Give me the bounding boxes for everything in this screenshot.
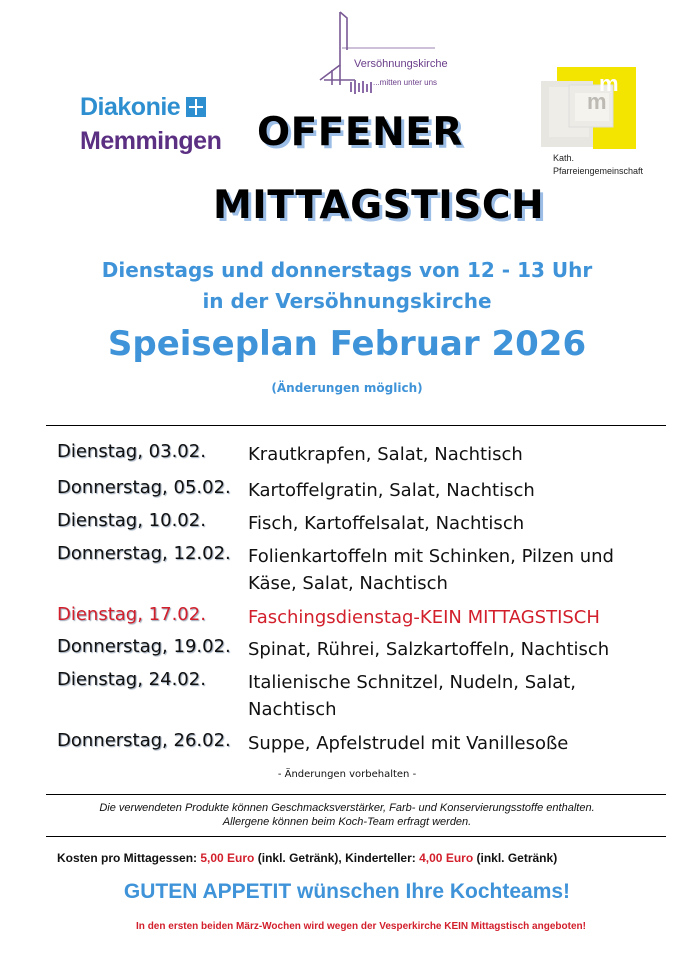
menu-day: Donnerstag, 26.02.: [57, 730, 231, 751]
costs-child-suffix: (inkl. Getränk): [476, 851, 558, 865]
diakonie-cross-icon: [186, 97, 206, 117]
costs-line: [57, 851, 557, 865]
divider-bottom: [46, 836, 666, 837]
menu-day: Donnerstag, 12.02.: [57, 543, 231, 564]
menu-day: Dienstag, 03.02.: [57, 441, 206, 462]
svg-text:m: m: [599, 71, 619, 96]
menu-dish: Suppe, Apfelstrudel mit Vanillesoße: [248, 733, 569, 754]
menu-day: Donnerstag, 19.02.: [57, 636, 231, 657]
changes-note: (Änderungen möglich): [271, 381, 423, 395]
versoehnungskirche-name: Versöhnungskirche: [354, 58, 448, 70]
menu-dish: Folienkartoffeln mit Schinken, Pilzen und Käse, Salat, Nachtisch: [248, 546, 614, 594]
price-meal: 5,00 Euro: [200, 851, 255, 865]
divider-top: [46, 425, 666, 426]
march-notice: In den ersten beiden März-Wochen wird wegen der Vesperkirche KEIN Mittagstisch angeboten!: [136, 921, 586, 932]
ingredients-note: [40, 801, 654, 829]
versoehnungskirche-motto: ...mitten unter uns: [373, 78, 438, 87]
price-child: 4,00 Euro: [419, 851, 474, 865]
costs-label: Kosten pro Mittagessen:: [57, 851, 198, 865]
menu-dish: Kartoffelgratin, Salat, Nachtisch: [248, 480, 535, 501]
costs-meal-suffix: (inkl. Getränk), Kinderteller:: [257, 851, 416, 865]
title-line1: OFFENER: [257, 110, 463, 155]
ingredients-note-line1: Die verwendeten Produkte können Geschmacksverstärker, Farb- und Konservierungsstoffe enthalten.: [99, 802, 595, 814]
menu-dish: Faschingsdienstag-KEIN MITTAGSTISCH: [248, 607, 600, 628]
menu-day: Dienstag, 17.02.: [57, 604, 206, 625]
pfarrei-label-line1: Kath.: [553, 153, 575, 163]
closing-greeting: GUTEN APPETIT wünschen Ihre Kochteams!: [123, 880, 571, 903]
reserved-note: - Änderungen vorbehalten -: [277, 769, 417, 780]
svg-text:m: m: [587, 89, 607, 114]
title-line2: MITTAGSTISCH: [213, 183, 545, 228]
diakonie-logo-line1: Diakonie: [80, 93, 206, 122]
diakonie-logo-line2: Memmingen: [80, 127, 222, 155]
menu-dish: Spinat, Rührei, Salzkartoffeln, Nachtisch: [248, 639, 610, 660]
divider-middle: [46, 794, 666, 795]
mm-logo-icon: [541, 67, 636, 149]
ingredients-note-line2: Allergene können beim Koch-Team erfragt werden.: [222, 816, 472, 828]
menu-day: Dienstag, 10.02.: [57, 510, 206, 531]
menu-dish: Fisch, Kartoffelsalat, Nachtisch: [248, 513, 525, 534]
pfarrei-label: [553, 152, 643, 178]
menu-day: Donnerstag, 05.02.: [57, 477, 231, 498]
schedule-line2: in der Versöhnungskirche: [202, 289, 492, 313]
menu-day: Dienstag, 24.02.: [57, 669, 206, 690]
menu-dish: Krautkrapfen, Salat, Nachtisch: [248, 444, 523, 465]
schedule-line1: Dienstags und donnerstags von 12 - 13 Uhr: [101, 258, 593, 282]
plan-title: Speiseplan Februar 2026: [107, 324, 587, 364]
pfarrei-label-line2: Pfarreiengemeinschaft: [553, 166, 644, 176]
menu-dish: Italienische Schnitzel, Nudeln, Salat, Nachtisch: [248, 672, 577, 720]
